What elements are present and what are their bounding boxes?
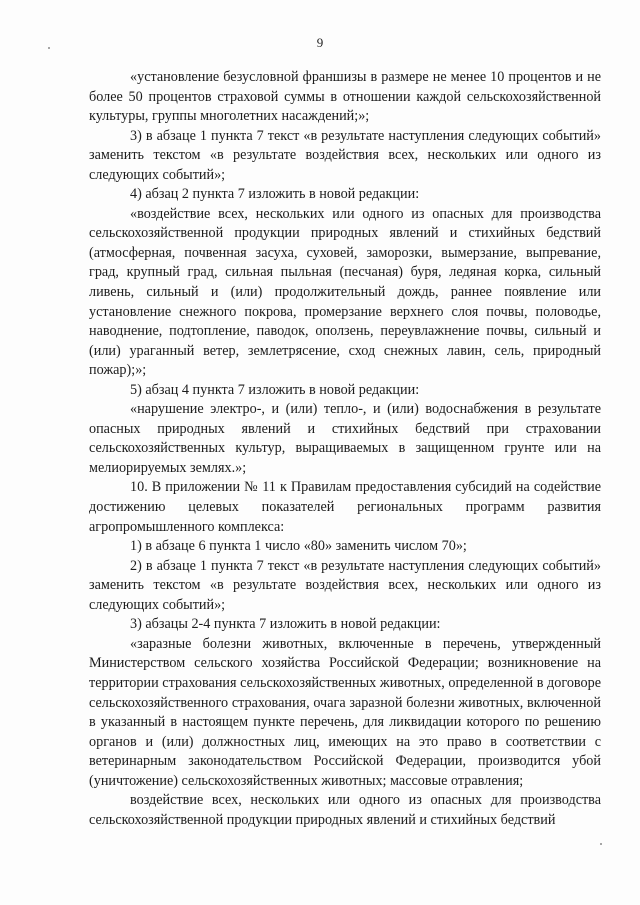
paragraph-natural-hazards-quote: «воздействие всех, нескольких или одного из опасных для производства сельскохозяйственной продукции природных явлений и стихийных бедствий (атмосферная, почвенная засуха, суховей, заморозки, вымерзание, выпревание, град, крупный град, сильная пыльная (песчаная) буря, ледяная корка, сильный ливень, сильный и (или) продолжительный дождь, раннее появление или установление снежного покрова, промерзание верхнего слоя почвы, половодье, наводнение, подтопление, паводок, оползень, переувлажнение почвы, сильный и (или) ураганный ветер, землетрясение, сход снежных лавин, сель, природный пожар);»; <box>89 205 601 379</box>
scan-speck <box>48 47 50 49</box>
paragraph-appendix-11-item-1: 1) в абзаце 6 пункта 1 число «80» заменить числом 70»; <box>130 538 467 555</box>
paragraph-amendment-3: 3) в абзаце 1 пункта 7 текст «в результате наступления следующих событий» заменить текстом «в результате воздействия всех, нескольких или одного из следующих событий»; <box>89 127 601 183</box>
paragraph-amendment-4: 4) абзац 2 пункта 7 изложить в новой редакции: <box>130 186 420 203</box>
paragraph-utilities-quote: «нарушение электро-, и (или) тепло-, и (или) водоснабжения в результате опасных природных явлений и стихийных бедствий при страховании сельскохозяйственных культур, выращиваемых в защищенном грунте или на мелиорируемых землях.»; <box>89 401 601 476</box>
document-body <box>89 68 601 830</box>
paragraph-amendment-5: 5) абзац 4 пункта 7 изложить в новой редакции: <box>130 381 420 398</box>
scan-speck <box>600 843 602 845</box>
paragraph-hazards-continued: воздействие всех, нескольких или одного из опасных для производства сельскохозяйственной продукции природных явлений и стихийных бедствий <box>89 792 601 828</box>
paragraph-franchise-quote: «установление безусловной франшизы в размере не менее 10 процентов и не более 50 процентов страховой суммы в отношении каждой сельскохозяйственной культуры, группы многолетних насаждений;»; <box>89 69 601 125</box>
page-number: 9 <box>316 35 324 50</box>
paragraph-appendix-11: 10. В приложении № 11 к Правилам предоставления субсидий на содействие достижению целевых показателей региональных программ развития агропромышленного комплекса: <box>89 479 601 535</box>
paragraph-appendix-11-item-2: 2) в абзаце 1 пункта 7 текст «в результате наступления следующих событий» заменить текстом «в результате воздействия всех, нескольких или одного из следующих событий»; <box>89 557 601 613</box>
paragraph-appendix-11-item-3: 3) абзацы 2-4 пункта 7 изложить в новой редакции: <box>130 616 441 633</box>
paragraph-animal-diseases-quote: «заразные болезни животных, включенные в перечень, утвержденный Министерством сельского хозяйства Российской Федерации; возникновение на территории страхования сельскохозяйственных животных, определенной в договоре сельскохозяйственного страхования, очага заразной болезни животных, включенной в указанный в настоящем пункте перечень, для ликвидации которого по решению органов и (или) должностных лиц, имеющих на это право в соответствии с ветеринарным законодательством Российской Федерации, производится убой (уничтожение) сельскохозяйственных животных; массовые отравления; <box>89 635 601 789</box>
